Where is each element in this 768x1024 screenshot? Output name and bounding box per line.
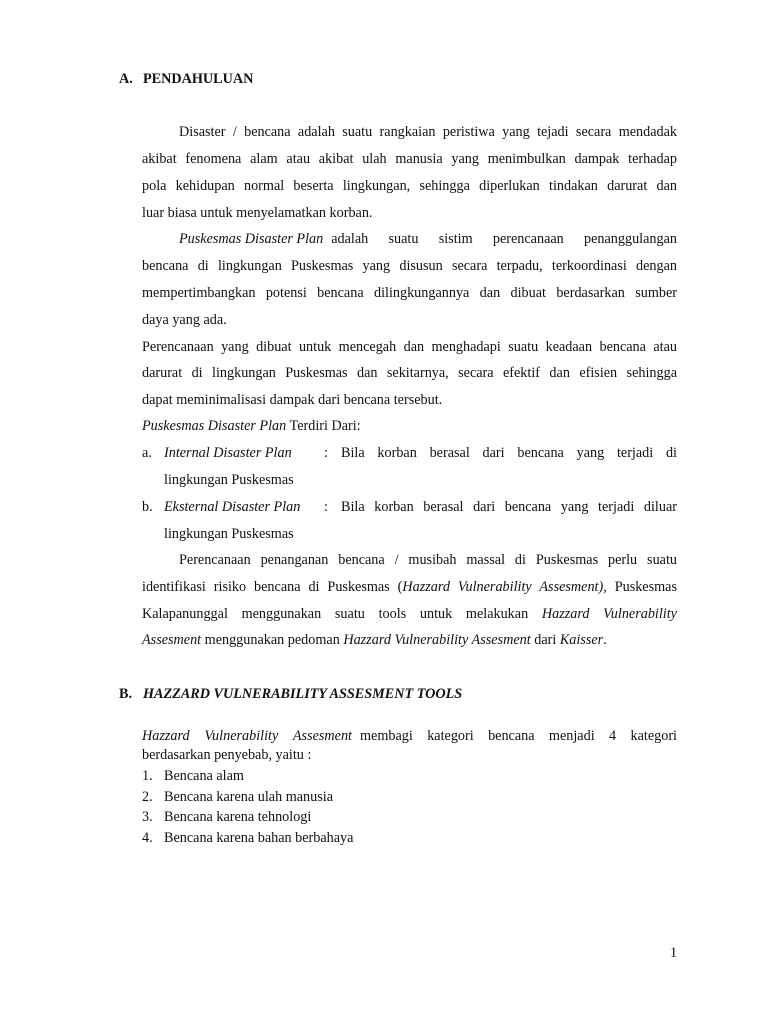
- section-b-marker: B.: [119, 686, 133, 702]
- category-item-4: Bencana karena bahan berbahaya: [164, 830, 354, 846]
- paragraph-1-line-1: Disaster / bencana adalah suatu rangkaian peristiwa yang tejadi secara mendadak: [179, 124, 677, 140]
- plan-item-a-name: Internal Disaster Plan: [164, 445, 292, 461]
- category-item-3-num: 3.: [142, 809, 153, 825]
- plan-intro-rest: Terdiri Dari:: [289, 418, 361, 434]
- paragraph-3-line-1: Perencanaan yang dibuat untuk mencegah dan menghadapi suatu keadaan bencana atau: [142, 339, 677, 355]
- p4-line3-text: Kalapanunggal menggunakan suatu tools untuk melakukan: [142, 606, 542, 622]
- category-item-1-num: 1.: [142, 768, 153, 784]
- plan-item-b-name: Eksternal Disaster Plan: [164, 499, 301, 515]
- p4-line4-italic-1: Assesment: [142, 632, 202, 648]
- section-b-intro-rest: membagi kategori bencana menjadi 4 kategori: [360, 728, 677, 744]
- plan-item-a-marker: a.: [142, 445, 152, 461]
- category-item-2-num: 2.: [142, 789, 153, 805]
- p4-line3-italic: Hazzard Vulnerability: [541, 606, 677, 622]
- p4-line2-text: identifikasi risiko bencana di Puskesmas (: [142, 579, 403, 595]
- p4-line4-italic-2: Hazzard Vulnerability Assesment: [343, 632, 531, 648]
- category-item-1: Bencana alam: [164, 768, 244, 784]
- section-a-title: PENDAHULUAN: [143, 71, 254, 87]
- paragraph-3-line-2: darurat di lingkungan Puskesmas dan sekitarnya, secara efektif dan efisien sehingga: [142, 365, 677, 381]
- section-b-intro-line-1: [142, 728, 677, 745]
- page-number: 1: [670, 945, 678, 961]
- puskesmas-disaster-plan-term: Puskesmas Disaster Plan: [179, 231, 324, 247]
- paragraph-1-line-2: akibat fenomena alam atau akibat ulah manusia yang menimbulkan dampak terhadap: [142, 151, 677, 167]
- paragraph-1-line-4: luar biasa untuk menyelamatkan korban.: [142, 205, 373, 221]
- p4-line2-end: Puskesmas: [606, 579, 677, 595]
- p4-line4-period: .: [603, 632, 607, 648]
- paragraph-2-line-1: [179, 231, 677, 248]
- paragraph-3-line-3: dapat meminimalisasi dampak dari bencana tersebut.: [142, 392, 443, 408]
- plan-item-b-desc: Bila korban berasal dari bencana yang terjadi diluar: [341, 499, 677, 515]
- plan-item-a-colon: :: [324, 445, 328, 461]
- p4-line2-italic: Hazzard Vulnerability Assesment),: [402, 579, 607, 595]
- paragraph-4-line-4: [142, 632, 607, 649]
- plan-intro-term: Puskesmas Disaster Plan: [142, 418, 287, 434]
- category-item-3: Bencana karena tehnologi: [164, 809, 312, 825]
- section-a-marker: A.: [119, 71, 133, 87]
- section-b-intro-line-2: berdasarkan penyebab, yaitu :: [142, 747, 312, 763]
- section-b-intro-term: Hazzard Vulnerability Assesment: [142, 728, 352, 744]
- paragraph-4-line-2: [142, 579, 677, 596]
- section-b-title: HAZZARD VULNERABILITY ASSESMENT TOOLS: [143, 686, 463, 702]
- plan-item-a-cont: lingkungan Puskesmas: [164, 472, 294, 488]
- p4-line4-italic-3: Kaisser: [559, 632, 604, 648]
- plan-item-b-colon: :: [324, 499, 328, 515]
- paragraph-2-line-2: bencana di lingkungan Puskesmas yang disusun secara terpadu, terkoordinasi dengan: [142, 258, 677, 274]
- p4-line4-text-2: dari: [530, 632, 560, 648]
- paragraph-2-line-3: mempertimbangkan potensi bencana dilingkungannya dan dibuat berdasarkan sumber: [142, 285, 677, 301]
- category-item-4-num: 4.: [142, 830, 153, 846]
- paragraph-2-line-1-rest: adalah suatu sistim perencanaan penanggulangan: [331, 231, 677, 247]
- plan-item-b-marker: b.: [142, 499, 153, 515]
- plan-intro: [142, 418, 361, 435]
- paragraph-1-line-3: pola kehidupan normal beserta lingkungan, sehingga diperlukan tindakan darurat dan: [142, 178, 677, 194]
- plan-item-b-cont: lingkungan Puskesmas: [164, 526, 294, 542]
- p4-line4-text-1: menggunakan pedoman: [201, 632, 344, 648]
- paragraph-2-line-4: daya yang ada.: [142, 312, 227, 328]
- paragraph-4-line-1: Perencanaan penanganan bencana / musibah massal di Puskesmas perlu suatu: [179, 552, 677, 568]
- paragraph-4-line-3: [142, 606, 677, 623]
- plan-item-a-desc: Bila korban berasal dari bencana yang terjadi di: [341, 445, 677, 461]
- category-item-2: Bencana karena ulah manusia: [164, 789, 333, 805]
